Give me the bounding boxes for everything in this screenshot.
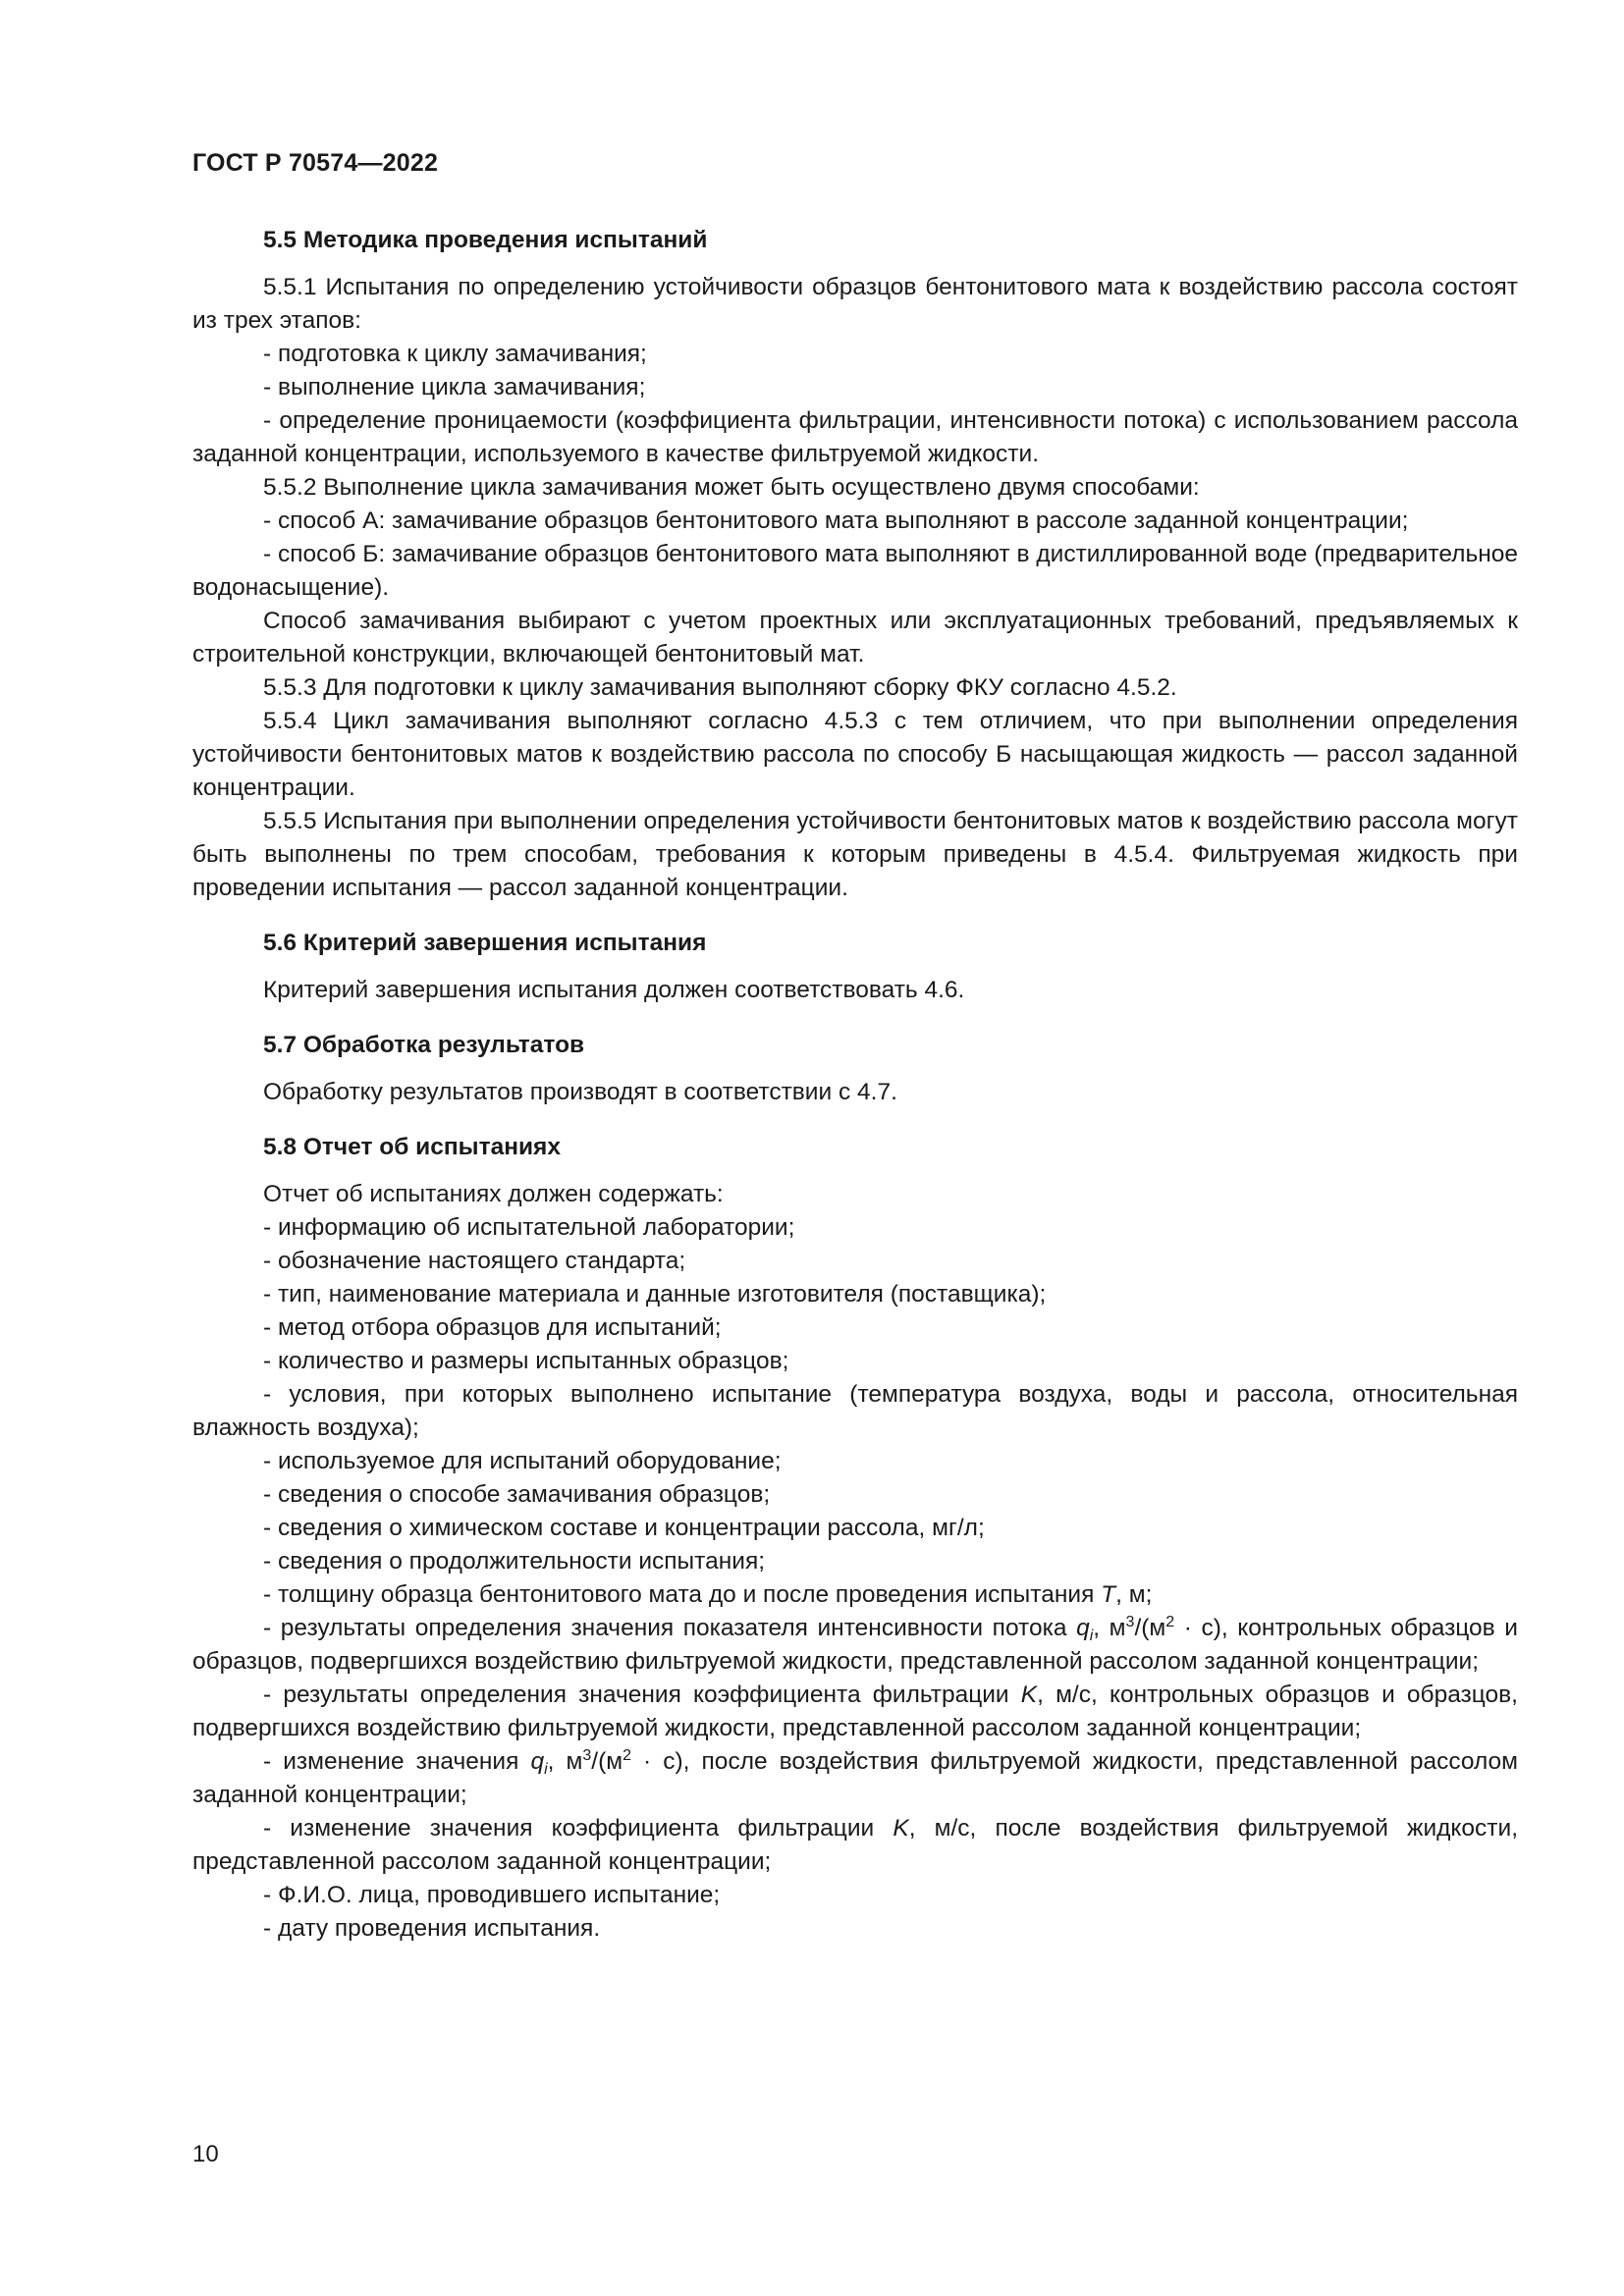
- list-item: - способ А: замачивание образцов бентонитового мата выполняют в рассоле заданной концентрации;: [263, 507, 1409, 534]
- text-fragment: , м/с, контрольных образцов и образцов, подвергшихся воздействию фильтруемой жидкости, представленной рассолом заданной концентрации;: [192, 1682, 1518, 1741]
- text-fragment: , м;: [1115, 1581, 1153, 1608]
- list-item: - количество и размеры испытанных образцов;: [263, 1348, 789, 1374]
- section-5-5-heading: 5.5 Методика проведения испытаний: [263, 227, 708, 253]
- list-item: - Ф.И.О. лица, проводившего испытание;: [263, 1882, 721, 1908]
- list-item: - выполнение цикла замачивания;: [263, 374, 646, 400]
- list-item: - подготовка к циклу замачивания;: [263, 341, 647, 367]
- subscript-i: i: [544, 1761, 548, 1778]
- superscript: 2: [623, 1747, 631, 1764]
- text-fragment: - толщину образца бентонитового мата до и после проведения испытания: [263, 1581, 1102, 1608]
- list-item: - сведения о способе замачивания образцов;: [263, 1481, 771, 1508]
- section-5-6-heading: 5.6 Критерий завершения испытания: [263, 930, 707, 956]
- text-fragment: - изменение значения: [263, 1748, 531, 1775]
- text-fragment: /(м: [591, 1748, 623, 1775]
- text-fragment: · с), контрольных образцов и образцов, подвергшихся воздействию фильтруемой жидкости, представленной рассолом заданной концентрации;: [192, 1615, 1518, 1675]
- list-item: - определение проницаемости (коэффициента фильтрации, интенсивности потока) с использованием рассола заданной концентрации, используемого в качестве фильтруемой жидкости.: [192, 407, 1518, 467]
- list-item: - обозначение настоящего стандарта;: [263, 1248, 686, 1274]
- variable-q: q: [1076, 1615, 1090, 1641]
- superscript: 3: [1125, 1614, 1135, 1630]
- text-fragment: , м/с, после воздействия фильтруемой жидкости, представленной рассолом заданной концентрации;: [192, 1815, 1519, 1875]
- text-fragment: - изменение значения коэффициента фильтрации: [263, 1815, 893, 1842]
- list-item: [192, 1679, 1518, 1745]
- text-fragment: · с), после воздействия фильтруемой жидкости, представленной рассолом заданной концентрации;: [192, 1748, 1518, 1808]
- section-5-7-heading: 5.7 Обработка результатов: [263, 1032, 585, 1058]
- paragraph-5-5-1: 5.5.1 Испытания по определению устойчивости образцов бентонитового мата к воздействию рассола состоят из трех этапов:: [192, 274, 1518, 334]
- paragraph-5-8-intro: Отчет об испытаниях должен содержать:: [263, 1181, 724, 1207]
- variable-q: q: [530, 1748, 545, 1775]
- paragraph-5-5-3: 5.5.3 Для подготовки к циклу замачивания выполняют сборку ФКУ согласно 4.5.2.: [263, 674, 1177, 701]
- list-item: [192, 1812, 1518, 1879]
- list-item: [192, 1745, 1518, 1812]
- text-fragment: /(м: [1134, 1615, 1166, 1641]
- superscript: 3: [582, 1747, 592, 1764]
- page-number: 10: [192, 2141, 219, 2167]
- list-item: [192, 1578, 1518, 1612]
- variable-k: K: [893, 1815, 909, 1842]
- document-body: [192, 224, 1518, 1946]
- variable-t: T: [1101, 1581, 1116, 1608]
- list-item: - условия, при которых выполнено испытание (температура воздуха, воды и рассола, относительная влажность воздуха);: [192, 1381, 1518, 1441]
- list-item: - дату проведения испытания.: [263, 1915, 601, 1942]
- text-fragment: , м: [547, 1748, 583, 1775]
- section-5-8-heading: 5.8 Отчет об испытаниях: [263, 1134, 561, 1160]
- document-code-header: ГОСТ Р 70574—2022: [192, 149, 439, 177]
- paragraph-5-6: Критерий завершения испытания должен соответствовать 4.6.: [263, 977, 965, 1003]
- text-fragment: - результаты определения значения показателя интенсивности потока: [263, 1615, 1077, 1641]
- subscript-i: i: [1089, 1628, 1094, 1644]
- list-item: - тип, наименование материала и данные изготовителя (поставщика);: [263, 1281, 1047, 1308]
- variable-k: K: [1020, 1682, 1038, 1708]
- paragraph-method-choice: Способ замачивания выбирают с учетом проектных или эксплуатационных требований, предъявляемых к строительной конструкции, включающей бентонитовый мат.: [192, 608, 1518, 667]
- text-fragment: , м: [1093, 1615, 1126, 1641]
- paragraph-5-7: Обработку результатов производят в соответствии с 4.7.: [263, 1079, 897, 1105]
- list-item: - используемое для испытаний оборудование;: [263, 1448, 782, 1474]
- superscript: 2: [1165, 1614, 1175, 1630]
- paragraph-5-5-4: 5.5.4 Цикл замачивания выполняют согласно 4.5.3 с тем отличием, что при выполнении определения устойчивости бентонитовых матов к воздействию рассола по способу Б насыщающая жидкость — рассол заданной концентрации.: [192, 708, 1518, 801]
- paragraph-5-5-5: 5.5.5 Испытания при выполнении определения устойчивости бентонитовых матов к воздействию рассола могут быть выполнены по трем способам, требования к которым приведены в 4.5.4. Фильтруемая жидкость при проведении испытания — рассол заданной концентрации.: [192, 808, 1518, 901]
- list-item: - информацию об испытательной лаборатории;: [263, 1214, 795, 1241]
- list-item: - метод отбора образцов для испытаний;: [263, 1314, 722, 1341]
- list-item: - сведения о продолжительности испытания;: [263, 1548, 766, 1575]
- list-item: - способ Б: замачивание образцов бентонитового мата выполняют в дистиллированной воде (предварительное водонасыщение).: [192, 541, 1518, 601]
- text-fragment: - результаты определения значения коэффициента фильтрации: [263, 1682, 1021, 1708]
- list-item: - сведения о химическом составе и концентрации рассола, мг/л;: [263, 1515, 985, 1541]
- list-item: [192, 1612, 1518, 1679]
- paragraph-5-5-2: 5.5.2 Выполнение цикла замачивания может быть осуществлено двумя способами:: [263, 474, 1200, 501]
